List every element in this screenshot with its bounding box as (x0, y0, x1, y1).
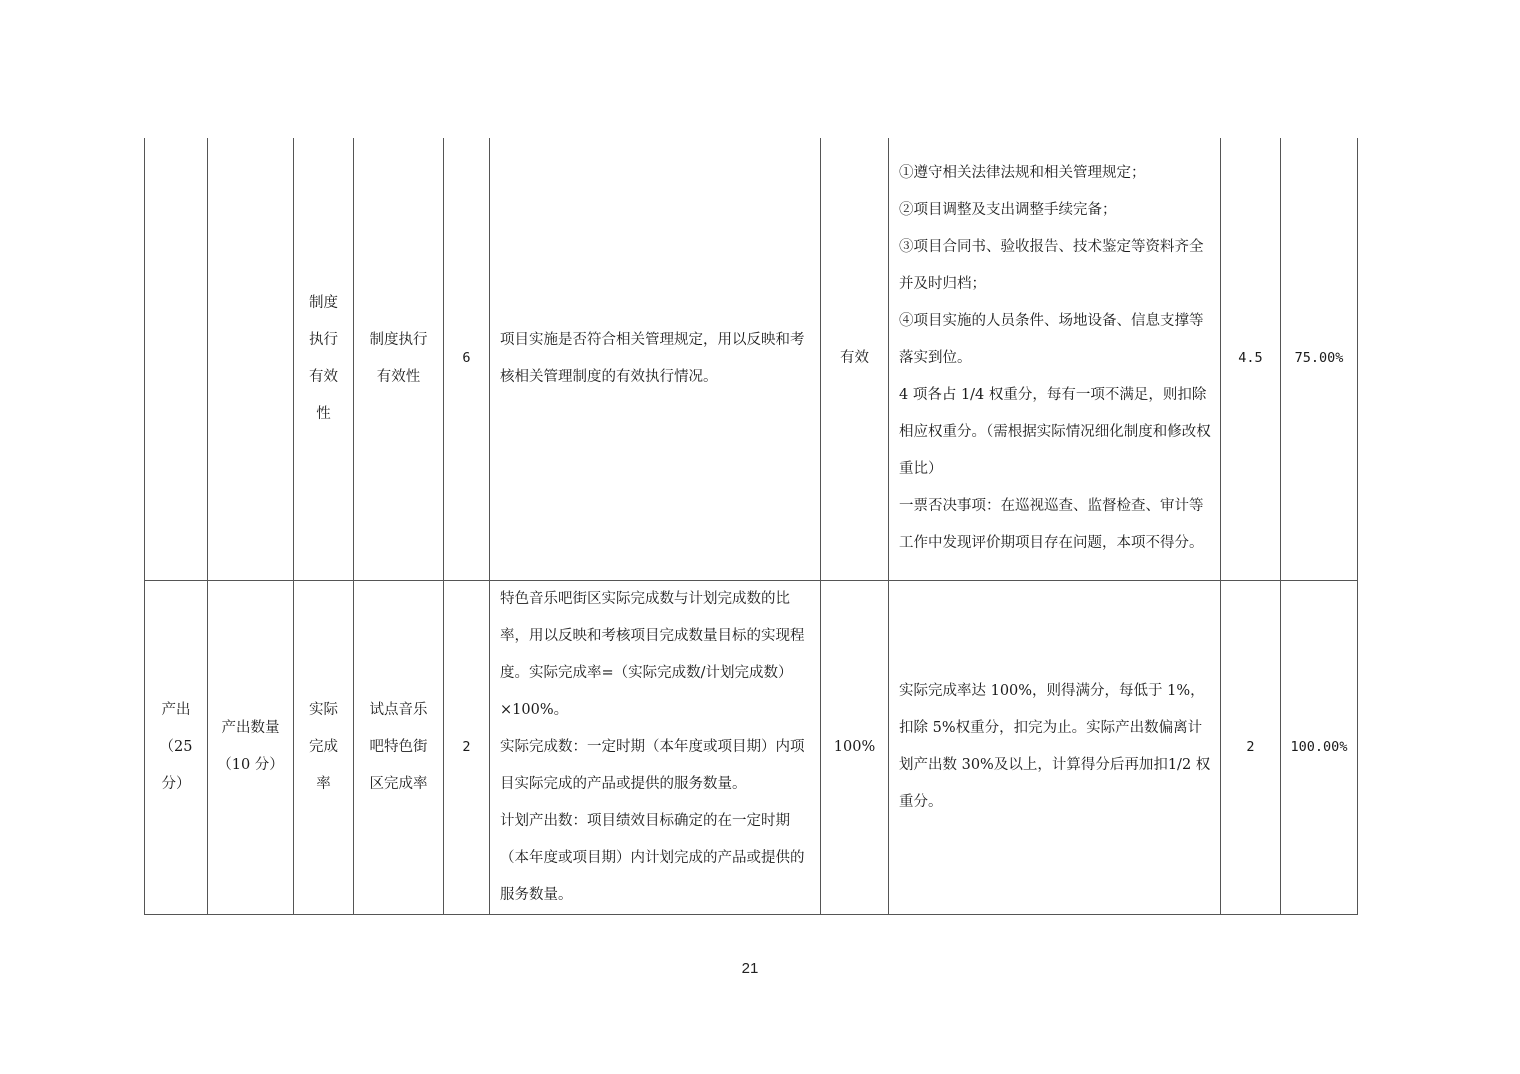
indicator-text: 试点音乐吧特色街区完成率 (369, 701, 428, 792)
score-cell: 4.5 (1221, 138, 1281, 580)
level1-cell (145, 580, 208, 914)
weight-cell: 6 (444, 138, 490, 580)
criteria-paragraph: 实际完成率达 100%，则得满分，每低于 1%，扣除 5%权重分，扣完为止。实际产出数偏离计划产出数 30%及以上，计算得分后再加扣1/2 权重分。 (899, 683, 1211, 810)
explanation-cell (490, 580, 821, 914)
indicator-cell (354, 138, 444, 580)
criteria-paragraph: 一票否决事项：在巡视巡查、监督检查、审计等工作中发现评价期项目存在问题，本项不得分。 (899, 498, 1204, 552)
indicator-text: 制度执行有效性 (369, 331, 428, 385)
level1-cell (145, 138, 208, 580)
level3-cell (294, 138, 354, 580)
level2-text: 产出数量（10 分） (217, 720, 284, 773)
level2-cell (208, 580, 294, 914)
score-cell: 2 (1221, 580, 1281, 914)
explanation-paragraph: 项目实施是否符合相关管理规定，用以反映和考核相关管理制度的有效执行情况。 (500, 331, 805, 385)
level3-text: 制度执行有效性 (309, 294, 338, 422)
explanation-cell (490, 138, 821, 580)
target-cell: 有效 (821, 138, 889, 580)
level2-cell (208, 138, 294, 580)
explanation-paragraph: 计划产出数：项目绩效目标确定的在一定时期（本年度或项目期）内计划完成的产品或提供的服务数量。 (500, 812, 805, 903)
level1-text: 产出（25分） (159, 701, 193, 792)
page-number: 21 (741, 960, 759, 977)
performance-evaluation-table (144, 138, 1358, 915)
explanation-paragraph: 实际完成数：一定时期（本年度或项目期）内项目实际完成的产品或提供的服务数量。 (500, 738, 805, 792)
weight-cell: 2 (444, 580, 490, 914)
criteria-cell (889, 580, 1221, 914)
criteria-paragraph: ③项目合同书、验收报告、技术鉴定等资料齐全并及时归档； (899, 239, 1204, 293)
table-row (145, 138, 1358, 580)
table-row (145, 580, 1358, 914)
indicator-cell (354, 580, 444, 914)
level3-cell (294, 580, 354, 914)
criteria-paragraph: ④项目实施的人员条件、场地设备、信息支撑等落实到位。 (899, 313, 1204, 367)
criteria-paragraph: ①遵守相关法律法规和相关管理规定； (899, 165, 1146, 182)
rate-cell: 75.00% (1281, 138, 1358, 580)
rate-cell: 100.00% (1281, 580, 1358, 914)
level3-text: 实际完成率 (309, 701, 338, 792)
criteria-cell (889, 138, 1221, 580)
criteria-paragraph: ②项目调整及支出调整手续完备； (899, 202, 1117, 219)
criteria-paragraph: 4 项各占 1/4 权重分，每有一项不满足，则扣除相应权重分。（需根据实际情况细化制度和修改权重比） (899, 387, 1211, 478)
target-cell: 100% (821, 580, 889, 914)
explanation-paragraph: 特色音乐吧街区实际完成数与计划完成数的比率，用以反映和考核项目完成数量目标的实现程度。实际完成率=（实际完成数/计划完成数）×100%。 (500, 590, 805, 718)
